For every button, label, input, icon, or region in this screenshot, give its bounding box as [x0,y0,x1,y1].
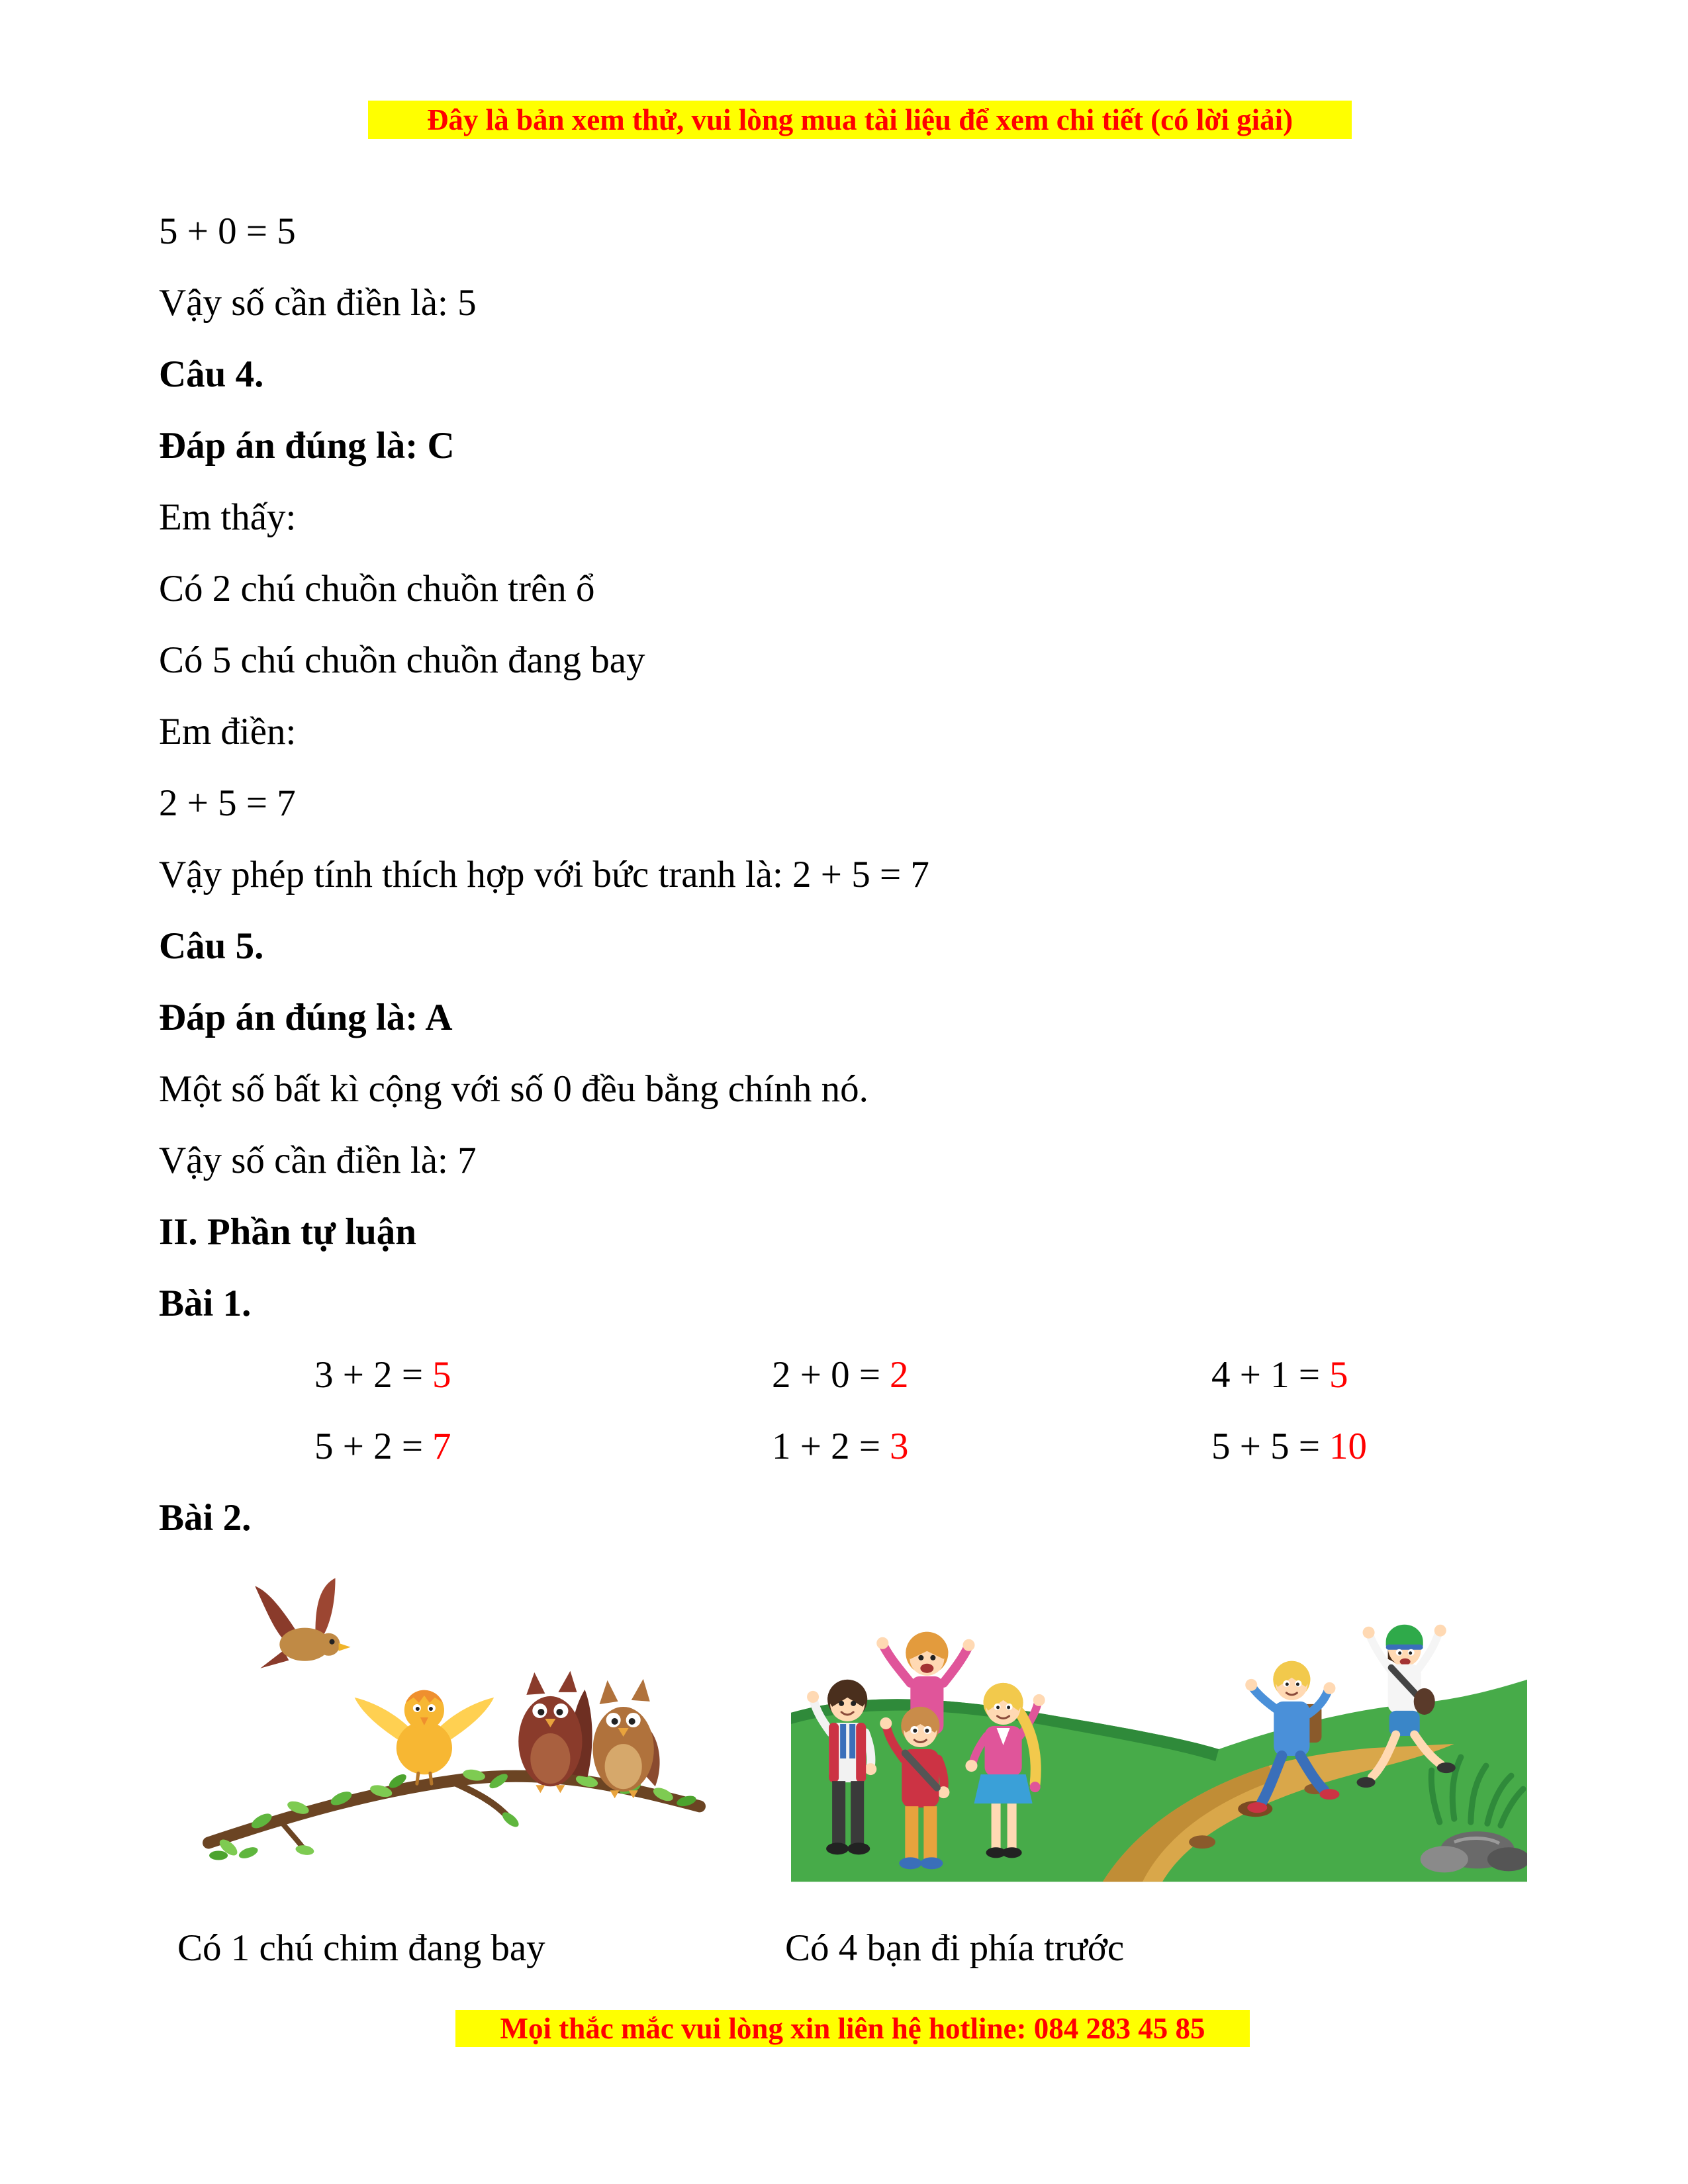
equation-expression: 1 + 2 = [772,1426,881,1467]
equation [772,1340,909,1411]
text-line: Có 2 chú chuồn chuồn trên ổ [159,568,595,610]
light-owl [593,1679,660,1798]
equation-expression: 2 + 0 = [772,1354,881,1396]
equation-row [159,1411,1549,1482]
flying-bird [255,1578,350,1668]
equation-answer: 5 [1329,1354,1348,1396]
preview-banner: Đây là bản xem thử, vui lòng mua tài liệu để xem chi tiết (có lời giải) [368,101,1352,139]
answer-heading: Đáp án đúng là: A [159,997,453,1038]
equation [314,1411,451,1482]
question-heading: Câu 4. [159,353,264,395]
equation-expression: 5 + 2 = [314,1426,424,1467]
children-illustration [791,1588,1527,1884]
section-heading: II. Phần tự luận [159,1211,417,1253]
text-line: 5 + 0 = 5 [159,210,296,252]
equation-answer: 7 [432,1426,451,1467]
image-caption: Có 4 bạn đi phía trước [785,1927,1125,1969]
text-line: Vậy số cần điền là: 7 [159,1140,477,1181]
equation-expression: 3 + 2 = [314,1354,424,1396]
image-caption: Có 1 chú chim đang bay [177,1927,545,1969]
question-heading: Câu 5. [159,925,264,967]
exercise-heading: Bài 1. [159,1283,252,1324]
text-line: Em thấy: [159,496,297,538]
equation-answer: 10 [1329,1426,1368,1467]
equation [772,1411,909,1482]
body-text-column [159,196,1549,1554]
equation [1211,1340,1348,1411]
answer-heading: Đáp án đúng là: C [159,425,455,467]
equation [1211,1411,1367,1482]
exercise-heading: Bài 2. [159,1497,252,1539]
equation-answer: 3 [890,1426,909,1467]
text-line: Có 5 chú chuồn chuồn đang bay [159,639,645,681]
text-line: Vậy số cần điền là: 5 [159,282,477,324]
text-line: Em điền: [159,711,297,752]
hotline-banner: Mọi thắc mắc vui lòng xin liên hệ hotline: 084 283 45 85 [455,2010,1250,2047]
text-line: Vậy phép tính thích hợp với bức tranh là: 2 + 5 = 7 [159,854,929,895]
birds-illustration [199,1574,710,1866]
text-line: Một số bất kì cộng với số 0 đều bằng chính nó. [159,1068,868,1110]
equation-answer: 5 [432,1354,451,1396]
equation-answer: 2 [890,1354,909,1396]
equation-row [159,1340,1549,1411]
equation-expression: 4 + 1 = [1211,1354,1321,1396]
equation-expression: 5 + 5 = [1211,1426,1321,1467]
text-line: 2 + 5 = 7 [159,782,296,824]
equation [314,1340,451,1411]
